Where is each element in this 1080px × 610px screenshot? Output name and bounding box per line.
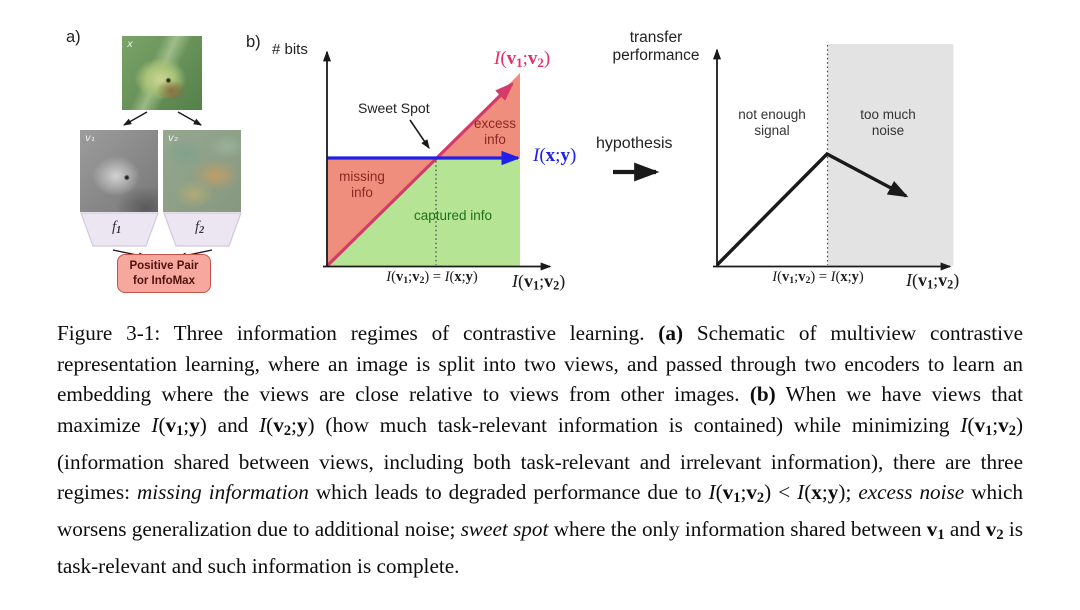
view2-image-tag: v₂ — [168, 133, 178, 144]
source-image — [122, 36, 202, 110]
encoder2-label: f2 — [195, 219, 205, 237]
source-image-tag: x — [127, 39, 133, 50]
blue-line-label: I(x;y) — [533, 145, 577, 166]
sweet-spot-label: Sweet Spot — [358, 100, 430, 116]
too-much-noise-label: too much noise — [860, 107, 916, 138]
panel-b-threshold-label: I(v1;v2) = I(x;y) — [386, 269, 478, 287]
split-arrow-left — [124, 112, 147, 125]
diagonal-line-label: I(v1;v2) — [494, 48, 551, 70]
panel-c-ylabel: transfer performance — [612, 29, 700, 65]
excess-info-label: excess info — [473, 116, 517, 147]
too-much-noise-region — [828, 44, 954, 266]
not-enough-signal-label: not enough signal — [738, 107, 806, 138]
panel-b-xlabel: I(v1;v2) — [512, 271, 566, 293]
captured-info-label: captured info — [413, 208, 493, 223]
view1-image-tag: v₁ — [85, 133, 95, 144]
panel-c-xlabel: I(v1;v2) — [906, 270, 960, 292]
figure-caption: Figure 3-1: Three information regimes of contrastive learning. (a) Schematic of multiview contrastive representation learning, where an image is split into two views, and passed through two encoders to learn an embedding where the views are close relative to views from other images. (b) When we have views that maximize I(v1;y) and I(v2;y) (how much task-relevant information is contained) while minimizing I(v1;v2) (information shared between views, including both task-relevant and irrelevant information), there are three regimes: missing information which leads to degraded performance due to I(v1;v2) < I(x;y); excess noise which worsens generalization due to additional noise; sweet spot where the only information shared between v1 and v2 is task-relevant and such information is complete. — [57, 321, 1024, 578]
view1-image — [80, 130, 158, 212]
panel-c-threshold-label: I(v1;v2) = I(x;y) — [772, 269, 864, 287]
positive-pair-line1: Positive Pair — [129, 260, 199, 273]
panel-a-label: a) — [66, 28, 81, 46]
sweet-spot-pointer-arrow — [410, 120, 429, 148]
missing-info-label: missing info — [339, 169, 385, 200]
split-arrow-right — [178, 112, 201, 125]
encoder1-label: f1 — [112, 219, 122, 237]
panel-b-label: b) — [246, 33, 261, 51]
positive-pair-box — [117, 254, 211, 293]
view2-image — [163, 130, 241, 212]
positive-pair-line2: for InfoMax — [133, 274, 195, 287]
hypothesis-label: hypothesis — [596, 135, 673, 152]
panel-b-ylabel: # bits — [272, 41, 308, 58]
